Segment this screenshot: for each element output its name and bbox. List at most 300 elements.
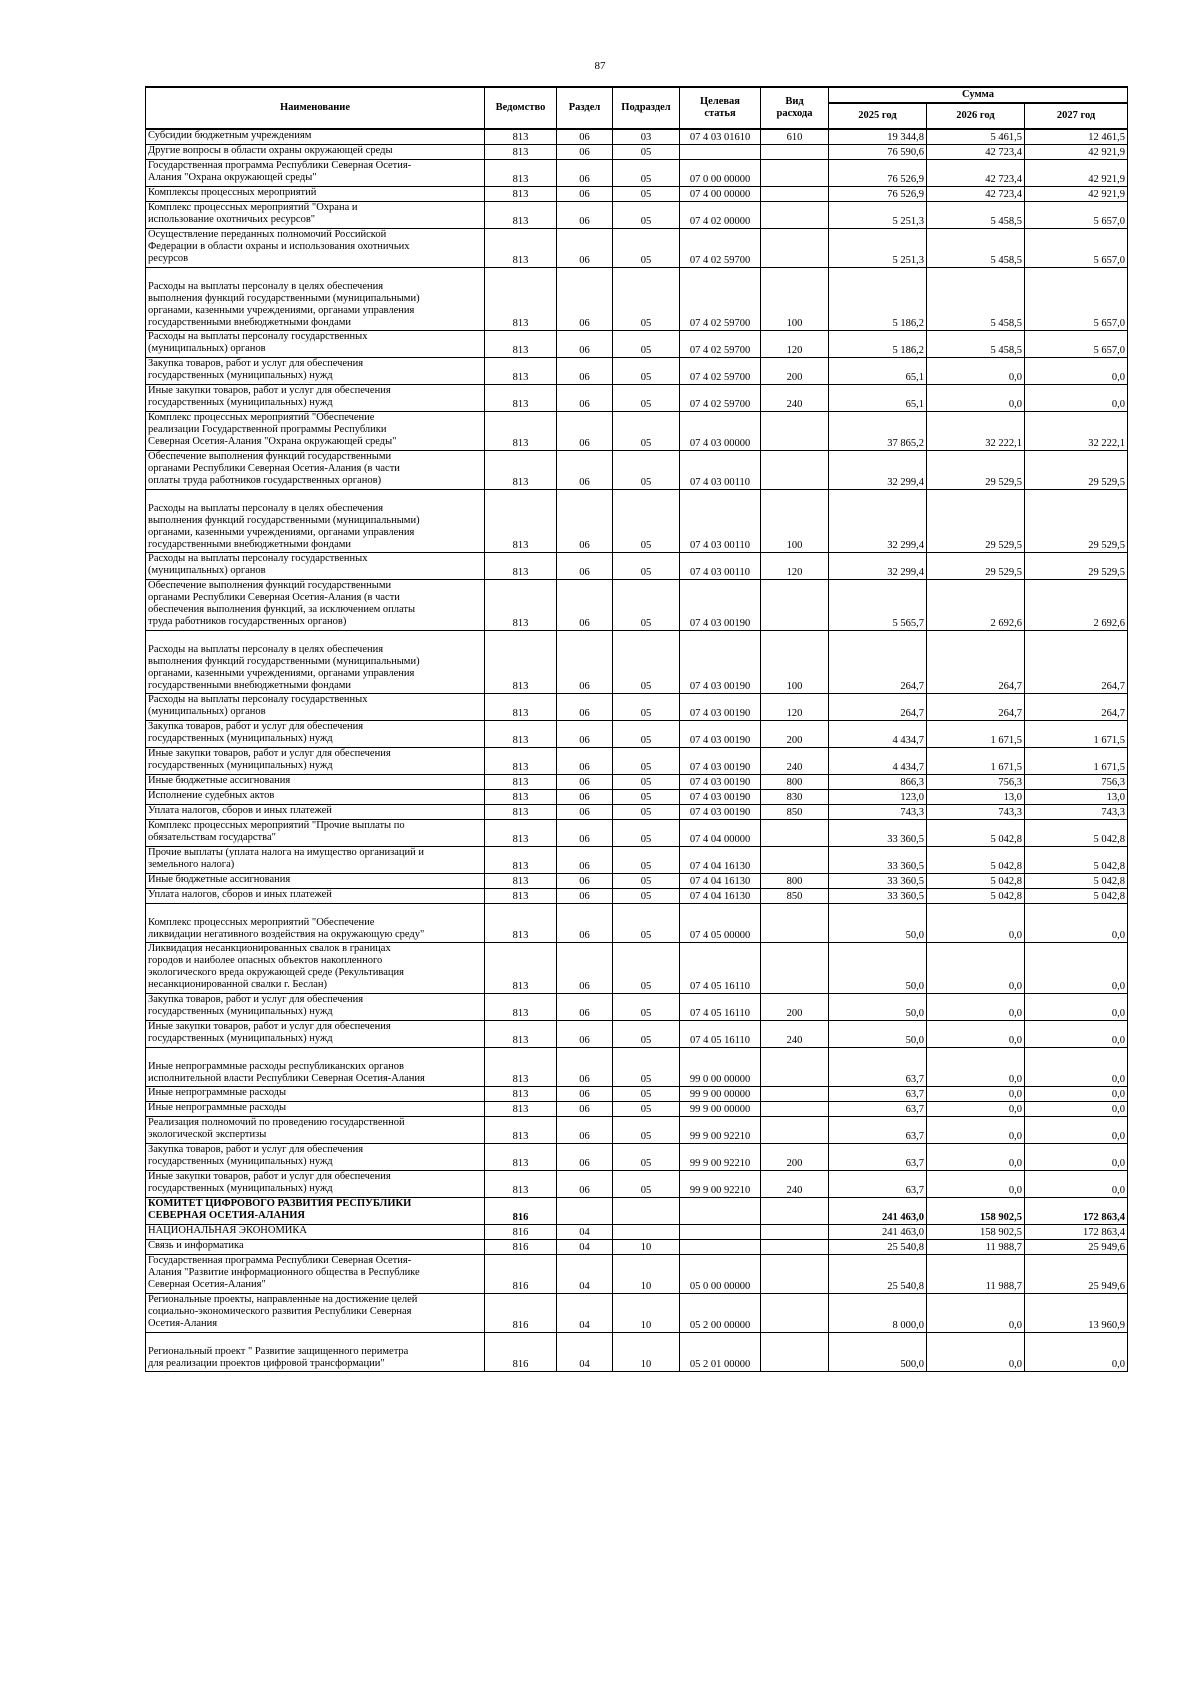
cell-vedomstvo: 813	[485, 747, 557, 774]
cell-sum-2026: 11 988,7	[927, 1254, 1025, 1293]
cell-sum-2025: 32 299,4	[829, 450, 927, 489]
cell-sum-2025: 8 000,0	[829, 1293, 927, 1332]
cell-vedomstvo: 813	[485, 1116, 557, 1143]
cell-vedomstvo: 813	[485, 129, 557, 144]
cell-sum-2027: 5 657,0	[1025, 267, 1128, 330]
cell-vedomstvo: 813	[485, 201, 557, 228]
cell-vedomstvo: 813	[485, 579, 557, 630]
cell-sum-2025: 5 251,3	[829, 228, 927, 267]
cell-razdel: 06	[557, 186, 613, 201]
cell-podrazdel: 05	[613, 903, 680, 942]
table-row	[146, 1116, 1128, 1143]
cell-target-article: 05 2 00 00000	[680, 1293, 761, 1332]
cell-sum-2026: 29 529,5	[927, 450, 1025, 489]
cell-expense-type	[761, 1086, 829, 1101]
table-row	[146, 357, 1128, 384]
cell-sum-2026: 0,0	[927, 993, 1025, 1020]
cell-razdel: 06	[557, 450, 613, 489]
cell-expense-type	[761, 186, 829, 201]
cell-vedomstvo: 813	[485, 993, 557, 1020]
cell-expense-type: 120	[761, 693, 829, 720]
cell-sum-2027: 13,0	[1025, 789, 1128, 804]
cell-expense-type	[761, 411, 829, 450]
header-year-2026: 2026 год	[927, 103, 1025, 129]
cell-sum-2025: 32 299,4	[829, 489, 927, 552]
cell-name: Иные закупки товаров, работ и услуг для обеспечения государственных (муниципальных) нужд	[146, 384, 485, 411]
cell-sum-2025: 63,7	[829, 1116, 927, 1143]
cell-target-article: 07 4 05 00000	[680, 903, 761, 942]
cell-target-article: 07 4 03 00110	[680, 552, 761, 579]
cell-name: Другие вопросы в области охраны окружающей среды	[146, 144, 485, 159]
cell-sum-2027: 172 863,4	[1025, 1224, 1128, 1239]
cell-sum-2026: 5 458,5	[927, 228, 1025, 267]
cell-sum-2026: 264,7	[927, 630, 1025, 693]
cell-sum-2025: 50,0	[829, 1020, 927, 1047]
cell-podrazdel: 05	[613, 228, 680, 267]
cell-sum-2025: 241 463,0	[829, 1197, 927, 1224]
cell-vedomstvo: 813	[485, 903, 557, 942]
cell-target-article: 99 9 00 92210	[680, 1143, 761, 1170]
cell-expense-type	[761, 1332, 829, 1371]
cell-target-article: 07 4 02 59700	[680, 330, 761, 357]
cell-podrazdel: 10	[613, 1332, 680, 1371]
cell-sum-2027: 743,3	[1025, 804, 1128, 819]
page-number: 87	[594, 60, 606, 72]
cell-sum-2025: 4 434,7	[829, 747, 927, 774]
cell-target-article: 07 4 03 00110	[680, 450, 761, 489]
cell-razdel: 04	[557, 1332, 613, 1371]
cell-vedomstvo: 813	[485, 186, 557, 201]
cell-vedomstvo: 813	[485, 489, 557, 552]
cell-vedomstvo: 813	[485, 1020, 557, 1047]
cell-sum-2027: 0,0	[1025, 942, 1128, 993]
cell-expense-type: 240	[761, 747, 829, 774]
cell-podrazdel: 05	[613, 384, 680, 411]
cell-sum-2025: 866,3	[829, 774, 927, 789]
cell-razdel: 06	[557, 804, 613, 819]
cell-target-article: 07 4 03 00110	[680, 489, 761, 552]
cell-podrazdel: 05	[613, 552, 680, 579]
cell-target-article: 07 4 03 01610	[680, 129, 761, 144]
cell-sum-2027: 0,0	[1025, 1143, 1128, 1170]
cell-name: Расходы на выплаты персоналу в целях обеспечения выполнения функций государственными (муниципальными) органами, казенными учреждениями, органами управления государственными внебюджетными фондами	[146, 630, 485, 693]
cell-sum-2025: 19 344,8	[829, 129, 927, 144]
cell-razdel: 06	[557, 903, 613, 942]
cell-sum-2025: 5 565,7	[829, 579, 927, 630]
cell-sum-2026: 32 222,1	[927, 411, 1025, 450]
cell-name: Закупка товаров, работ и услуг для обеспечения государственных (муниципальных) нужд	[146, 993, 485, 1020]
cell-sum-2025: 50,0	[829, 993, 927, 1020]
cell-target-article: 07 4 02 59700	[680, 357, 761, 384]
cell-razdel: 06	[557, 819, 613, 846]
cell-vedomstvo: 813	[485, 1143, 557, 1170]
cell-podrazdel: 05	[613, 1143, 680, 1170]
table-row	[146, 720, 1128, 747]
cell-sum-2027: 13 960,9	[1025, 1293, 1128, 1332]
cell-sum-2027: 0,0	[1025, 1047, 1128, 1086]
cell-vedomstvo: 813	[485, 888, 557, 903]
cell-sum-2027: 0,0	[1025, 1086, 1128, 1101]
cell-sum-2025: 37 865,2	[829, 411, 927, 450]
cell-expense-type: 830	[761, 789, 829, 804]
cell-vedomstvo: 813	[485, 774, 557, 789]
cell-razdel: 06	[557, 1020, 613, 1047]
cell-target-article: 07 4 04 16130	[680, 846, 761, 873]
cell-sum-2025: 50,0	[829, 903, 927, 942]
cell-sum-2025: 4 434,7	[829, 720, 927, 747]
cell-razdel: 06	[557, 1101, 613, 1116]
cell-sum-2027: 42 921,9	[1025, 186, 1128, 201]
cell-podrazdel: 05	[613, 1047, 680, 1086]
cell-expense-type	[761, 144, 829, 159]
table-row	[146, 789, 1128, 804]
cell-razdel: 06	[557, 888, 613, 903]
cell-sum-2027: 0,0	[1025, 384, 1128, 411]
table-row	[146, 693, 1128, 720]
cell-target-article: 07 4 03 00190	[680, 720, 761, 747]
cell-vedomstvo: 813	[485, 804, 557, 819]
cell-target-article: 99 9 00 00000	[680, 1101, 761, 1116]
cell-podrazdel: 05	[613, 1170, 680, 1197]
cell-name: Иные закупки товаров, работ и услуг для обеспечения государственных (муниципальных) нужд	[146, 747, 485, 774]
cell-razdel: 04	[557, 1239, 613, 1254]
cell-sum-2026: 42 723,4	[927, 186, 1025, 201]
cell-sum-2027: 0,0	[1025, 1020, 1128, 1047]
table-row	[146, 411, 1128, 450]
cell-podrazdel: 10	[613, 1254, 680, 1293]
cell-target-article: 99 9 00 92210	[680, 1170, 761, 1197]
cell-sum-2027: 264,7	[1025, 693, 1128, 720]
cell-sum-2027: 5 042,8	[1025, 888, 1128, 903]
cell-expense-type	[761, 450, 829, 489]
cell-name: Расходы на выплаты персоналу в целях обеспечения выполнения функций государственными (муниципальными) органами, казенными учреждениями, органами управления государственными внебюджетными фондами	[146, 267, 485, 330]
table-row	[146, 774, 1128, 789]
cell-podrazdel: 05	[613, 819, 680, 846]
cell-sum-2026: 264,7	[927, 693, 1025, 720]
table-row	[146, 1101, 1128, 1116]
cell-podrazdel: 05	[613, 330, 680, 357]
cell-target-article: 07 4 03 00190	[680, 579, 761, 630]
table-row	[146, 201, 1128, 228]
cell-expense-type: 100	[761, 267, 829, 330]
cell-razdel: 06	[557, 1086, 613, 1101]
cell-expense-type	[761, 1116, 829, 1143]
cell-vedomstvo: 813	[485, 357, 557, 384]
cell-target-article: 07 4 05 16110	[680, 1020, 761, 1047]
cell-podrazdel	[613, 1197, 680, 1224]
cell-podrazdel	[613, 1224, 680, 1239]
table-row	[146, 144, 1128, 159]
cell-sum-2025: 63,7	[829, 1101, 927, 1116]
cell-name: Комплекс процессных мероприятий "Прочие выплаты по обязательствам государства"	[146, 819, 485, 846]
cell-podrazdel: 05	[613, 720, 680, 747]
cell-target-article: 07 4 02 59700	[680, 267, 761, 330]
table-row	[146, 552, 1128, 579]
cell-vedomstvo: 816	[485, 1239, 557, 1254]
cell-name: Комплекс процессных мероприятий "Охрана и использование охотничьих ресурсов"	[146, 201, 485, 228]
cell-target-article	[680, 1224, 761, 1239]
cell-podrazdel: 05	[613, 1101, 680, 1116]
cell-expense-type	[761, 201, 829, 228]
cell-vedomstvo: 813	[485, 846, 557, 873]
cell-sum-2027: 29 529,5	[1025, 489, 1128, 552]
table-row	[146, 888, 1128, 903]
cell-expense-type	[761, 819, 829, 846]
cell-name: Расходы на выплаты персоналу в целях обеспечения выполнения функций государственными (муниципальными) органами, казенными учреждениями, органами управления государственными внебюджетными фондами	[146, 489, 485, 552]
table-body	[146, 129, 1128, 1371]
cell-podrazdel: 05	[613, 888, 680, 903]
header-name: Наименование	[146, 87, 485, 129]
cell-vedomstvo: 816	[485, 1224, 557, 1239]
table-row	[146, 384, 1128, 411]
cell-podrazdel: 05	[613, 186, 680, 201]
table-row	[146, 1224, 1128, 1239]
cell-name: Обеспечение выполнения функций государственными органами Республики Северная Осетия-Алания (в части оплаты труда работников государственных органов)	[146, 450, 485, 489]
cell-podrazdel: 05	[613, 630, 680, 693]
cell-target-article: 07 4 03 00190	[680, 774, 761, 789]
cell-sum-2025: 5 186,2	[829, 330, 927, 357]
cell-vedomstvo: 813	[485, 330, 557, 357]
table-row	[146, 630, 1128, 693]
cell-sum-2027: 12 461,5	[1025, 129, 1128, 144]
cell-podrazdel: 10	[613, 1239, 680, 1254]
table-row	[146, 186, 1128, 201]
cell-expense-type	[761, 846, 829, 873]
cell-podrazdel: 05	[613, 942, 680, 993]
cell-sum-2025: 76 526,9	[829, 186, 927, 201]
cell-expense-type	[761, 1254, 829, 1293]
cell-expense-type: 610	[761, 129, 829, 144]
cell-sum-2027: 0,0	[1025, 357, 1128, 384]
table-row	[146, 489, 1128, 552]
cell-name: Закупка товаров, работ и услуг для обеспечения государственных (муниципальных) нужд	[146, 357, 485, 384]
table-row	[146, 450, 1128, 489]
cell-sum-2027: 1 671,5	[1025, 720, 1128, 747]
cell-name: Комплекс процессных мероприятий "Обеспечение ликвидации негативного воздействия на окружающую среду"	[146, 903, 485, 942]
table-row	[146, 1047, 1128, 1086]
cell-vedomstvo: 813	[485, 552, 557, 579]
cell-podrazdel: 05	[613, 774, 680, 789]
cell-sum-2027: 29 529,5	[1025, 450, 1128, 489]
cell-razdel: 06	[557, 159, 613, 186]
cell-razdel	[557, 1197, 613, 1224]
cell-expense-type: 200	[761, 357, 829, 384]
cell-sum-2025: 264,7	[829, 693, 927, 720]
cell-vedomstvo: 813	[485, 1170, 557, 1197]
cell-podrazdel: 05	[613, 357, 680, 384]
cell-sum-2025: 32 299,4	[829, 552, 927, 579]
cell-sum-2027: 5 657,0	[1025, 201, 1128, 228]
cell-sum-2025: 500,0	[829, 1332, 927, 1371]
cell-name: Иные непрограммные расходы республиканских органов исполнительной власти Республики Северная Осетия-Алания	[146, 1047, 485, 1086]
cell-sum-2025: 5 251,3	[829, 201, 927, 228]
header-year-2025: 2025 год	[829, 103, 927, 129]
cell-expense-type: 850	[761, 888, 829, 903]
cell-sum-2025: 65,1	[829, 384, 927, 411]
cell-sum-2026: 42 723,4	[927, 159, 1025, 186]
cell-expense-type	[761, 942, 829, 993]
cell-sum-2027: 0,0	[1025, 993, 1128, 1020]
cell-razdel: 06	[557, 1170, 613, 1197]
cell-sum-2026: 0,0	[927, 1332, 1025, 1371]
cell-expense-type: 200	[761, 1143, 829, 1170]
cell-sum-2027: 32 222,1	[1025, 411, 1128, 450]
table-row	[146, 819, 1128, 846]
cell-name: Иные непрограммные расходы	[146, 1086, 485, 1101]
cell-razdel: 06	[557, 384, 613, 411]
cell-name: Расходы на выплаты персоналу государственных (муниципальных) органов	[146, 693, 485, 720]
cell-target-article: 07 4 04 16130	[680, 873, 761, 888]
cell-sum-2027: 5 042,8	[1025, 846, 1128, 873]
cell-sum-2027: 0,0	[1025, 1116, 1128, 1143]
cell-razdel: 06	[557, 942, 613, 993]
cell-name: Субсидии бюджетным учреждениям	[146, 129, 485, 144]
cell-vedomstvo: 813	[485, 1101, 557, 1116]
cell-sum-2027: 172 863,4	[1025, 1197, 1128, 1224]
header-vedomstvo: Ведомство	[485, 87, 557, 129]
table-row	[146, 846, 1128, 873]
cell-expense-type	[761, 1047, 829, 1086]
cell-expense-type: 100	[761, 489, 829, 552]
cell-razdel: 06	[557, 846, 613, 873]
cell-expense-type: 240	[761, 384, 829, 411]
cell-expense-type	[761, 579, 829, 630]
cell-podrazdel: 05	[613, 1020, 680, 1047]
cell-sum-2027: 264,7	[1025, 630, 1128, 693]
cell-razdel: 06	[557, 1143, 613, 1170]
table-row	[146, 747, 1128, 774]
cell-razdel: 06	[557, 1047, 613, 1086]
cell-target-article: 99 0 00 00000	[680, 1047, 761, 1086]
cell-razdel: 06	[557, 1116, 613, 1143]
table-row	[146, 1254, 1128, 1293]
cell-sum-2026: 0,0	[927, 1020, 1025, 1047]
cell-razdel: 06	[557, 693, 613, 720]
cell-target-article: 07 4 02 59700	[680, 384, 761, 411]
table-row	[146, 804, 1128, 819]
cell-expense-type	[761, 1101, 829, 1116]
cell-razdel: 06	[557, 552, 613, 579]
cell-sum-2026: 2 692,6	[927, 579, 1025, 630]
table-row	[146, 1239, 1128, 1254]
cell-target-article: 07 4 00 00000	[680, 186, 761, 201]
cell-target-article: 07 4 02 00000	[680, 201, 761, 228]
cell-sum-2025: 123,0	[829, 789, 927, 804]
cell-expense-type: 240	[761, 1020, 829, 1047]
cell-podrazdel: 05	[613, 159, 680, 186]
cell-name: Региональные проекты, направленные на достижение целей социально-экономического развития Республики Северная Осетия-Алания	[146, 1293, 485, 1332]
cell-sum-2025: 25 540,8	[829, 1239, 927, 1254]
cell-vedomstvo: 813	[485, 630, 557, 693]
cell-target-article: 05 2 01 00000	[680, 1332, 761, 1371]
cell-name: Закупка товаров, работ и услуг для обеспечения государственных (муниципальных) нужд	[146, 720, 485, 747]
cell-sum-2025: 63,7	[829, 1143, 927, 1170]
cell-sum-2026: 743,3	[927, 804, 1025, 819]
cell-sum-2027: 1 671,5	[1025, 747, 1128, 774]
cell-razdel: 06	[557, 357, 613, 384]
cell-sum-2026: 0,0	[927, 1116, 1025, 1143]
cell-name: Реализация полномочий по проведению государственной экологической экспертизы	[146, 1116, 485, 1143]
cell-name: КОМИТЕТ ЦИФРОВОГО РАЗВИТИЯ РЕСПУБЛИКИ СЕВЕРНАЯ ОСЕТИЯ-АЛАНИЯ	[146, 1197, 485, 1224]
table-row	[146, 1143, 1128, 1170]
header-summa: Сумма	[829, 87, 1128, 103]
cell-vedomstvo: 813	[485, 384, 557, 411]
cell-razdel: 06	[557, 993, 613, 1020]
table-row	[146, 903, 1128, 942]
cell-razdel: 04	[557, 1254, 613, 1293]
cell-expense-type: 800	[761, 873, 829, 888]
cell-name: Комплексы процессных мероприятий	[146, 186, 485, 201]
cell-sum-2026: 5 461,5	[927, 129, 1025, 144]
header-razdel: Раздел	[557, 87, 613, 129]
cell-vedomstvo: 813	[485, 789, 557, 804]
cell-name: Ликвидация несанкционированных свалок в границах городов и наиболее опасных объектов накопленного экологического вреда окружающей среде (Рекультивация несанкционированной свалки г. Беслан)	[146, 942, 485, 993]
cell-sum-2025: 33 360,5	[829, 888, 927, 903]
cell-sum-2026: 0,0	[927, 1170, 1025, 1197]
cell-sum-2025: 76 526,9	[829, 159, 927, 186]
cell-expense-type: 850	[761, 804, 829, 819]
cell-sum-2026: 756,3	[927, 774, 1025, 789]
cell-sum-2025: 33 360,5	[829, 873, 927, 888]
table-row	[146, 942, 1128, 993]
cell-target-article: 07 4 03 00190	[680, 804, 761, 819]
cell-razdel: 06	[557, 747, 613, 774]
cell-sum-2027: 0,0	[1025, 1332, 1128, 1371]
cell-podrazdel: 05	[613, 993, 680, 1020]
cell-sum-2027: 756,3	[1025, 774, 1128, 789]
cell-sum-2027: 5 657,0	[1025, 228, 1128, 267]
cell-razdel: 06	[557, 228, 613, 267]
table-header	[146, 87, 1128, 129]
cell-sum-2027: 42 921,9	[1025, 159, 1128, 186]
table-row	[146, 228, 1128, 267]
cell-expense-type	[761, 228, 829, 267]
header-year-2027: 2027 год	[1025, 103, 1128, 129]
cell-vedomstvo: 813	[485, 819, 557, 846]
cell-vedomstvo: 813	[485, 693, 557, 720]
cell-sum-2027: 0,0	[1025, 903, 1128, 942]
cell-podrazdel: 05	[613, 201, 680, 228]
cell-name: Исполнение судебных актов	[146, 789, 485, 804]
cell-target-article: 07 4 03 00190	[680, 630, 761, 693]
cell-vedomstvo: 813	[485, 720, 557, 747]
cell-name: Осуществление переданных полномочий Российской Федерации в области охраны и использования охотничьих ресурсов	[146, 228, 485, 267]
cell-target-article: 07 4 02 59700	[680, 228, 761, 267]
cell-sum-2026: 0,0	[927, 1086, 1025, 1101]
cell-sum-2026: 29 529,5	[927, 552, 1025, 579]
table-row	[146, 1197, 1128, 1224]
cell-vedomstvo: 813	[485, 450, 557, 489]
cell-razdel: 06	[557, 630, 613, 693]
cell-name: Иные бюджетные ассигнования	[146, 774, 485, 789]
cell-podrazdel: 05	[613, 411, 680, 450]
header-podrazdel: Подраздел	[613, 87, 680, 129]
cell-name: Региональный проект " Развитие защищенного периметра для реализации проектов цифровой трансформации"	[146, 1332, 485, 1371]
cell-sum-2026: 1 671,5	[927, 720, 1025, 747]
cell-sum-2026: 0,0	[927, 942, 1025, 993]
cell-sum-2026: 0,0	[927, 1047, 1025, 1086]
cell-sum-2027: 5 042,8	[1025, 873, 1128, 888]
cell-target-article: 07 4 04 00000	[680, 819, 761, 846]
cell-sum-2026: 42 723,4	[927, 144, 1025, 159]
cell-name: Иные бюджетные ассигнования	[146, 873, 485, 888]
cell-razdel: 06	[557, 774, 613, 789]
table-row	[146, 267, 1128, 330]
table-row	[146, 330, 1128, 357]
cell-sum-2026: 5 042,8	[927, 819, 1025, 846]
table-row	[146, 873, 1128, 888]
cell-expense-type	[761, 1197, 829, 1224]
